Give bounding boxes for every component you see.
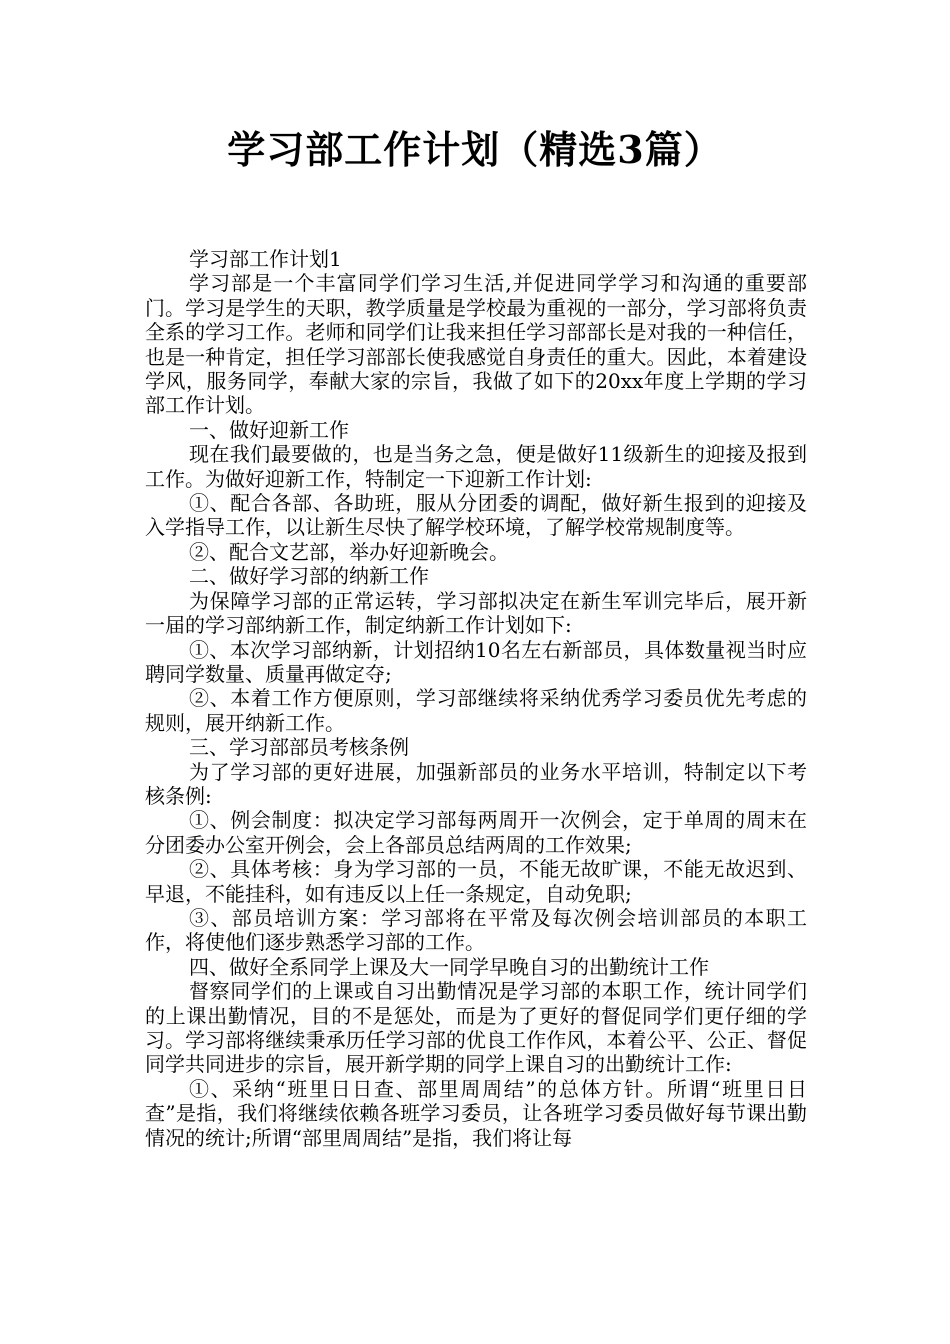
- section-heading: 四、做好全系同学上课及大一同学早晚自习的出勤统计工作: [189, 954, 709, 979]
- paragraph: 学习部是一个丰富同学们学习生活,并促进同学学习和沟通的重要部门。学习是学生的天职，教学质量是学校最为重视的一部分，学习部将负责全系的学习工作。老师和同学们让我来担任学习部部长是对我的一种信任，也是一种肯定，担任学习部部长使我感觉自身责任的重大。因此，本着建设学风，服务同学，奉献大家的宗旨，我做了如下的20xx年度上学期的学习部工作计划。: [145, 271, 807, 418]
- list-item: ②、本着工作方便原则，学习部继续将采纳优秀学习委员优先考虑的规则，展开纳新工作。: [145, 686, 807, 735]
- list-item: ②、具体考核：身为学习部的一员，不能无故旷课，不能无故迟到、早退，不能挂科，如有违反以上任一条规定，自动免职;: [145, 857, 807, 906]
- section-heading: 二、做好学习部的纳新工作: [189, 564, 429, 589]
- section-heading: 三、学习部部员考核条例: [189, 735, 409, 760]
- list-item: ①、例会制度：拟决定学习部每两周开一次例会，定于单周的周末在分团委办公室开例会，会上各部员总结两周的工作效果;: [145, 808, 807, 857]
- document-body: [145, 247, 807, 1150]
- list-item: ①、配合各部、各助班，服从分团委的调配，做好新生报到的迎接及入学指导工作，以让新生尽快了解学校环境，了解学校常规制度等。: [145, 491, 807, 540]
- list-item: ②、配合文艺部，举办好迎新晚会。: [189, 539, 509, 564]
- list-item: ③、部员培训方案：学习部将在平常及每次例会培训部员的本职工作，将使他们逐步熟悉学习部的工作。: [145, 905, 807, 955]
- list-item: ①、本次学习部纳新，计划招纳10名左右新部员，具体数量视当时应聘同学数量、质量再做定夺;: [145, 637, 807, 686]
- section-heading: 学习部工作计划1: [189, 247, 342, 271]
- paragraph: 为了学习部的更好进展，加强新部员的业务水平培训，特制定以下考核条例:: [145, 759, 807, 808]
- list-item: ①、采纳“班里日日查、部里周周结”的总体方针。所谓“班里日日查”是指，我们将继续依赖各班学习委员，让各班学习委员做好每节课出勤情况的统计;所谓“部里周周结”是指，我们将让每: [145, 1076, 807, 1150]
- paragraph: 督察同学们的上课或自习出勤情况是学习部的本职工作，统计同学们的上课出勤情况，目的不是惩处，而是为了更好的督促同学们更仔细的学习。学习部将继续秉承历任学习部的优良工作作风，本着公平、公正、督促同学共同进步的宗旨，展开新学期的同学上课自习的出勤统计工作:: [145, 979, 807, 1077]
- paragraph: 为保障学习部的正常运转，学习部拟决定在新生军训完毕后，展开新一届的学习部纳新工作，制定纳新工作计划如下:: [145, 588, 807, 638]
- paragraph: 现在我们最要做的，也是当务之急，便是做好11级新生的迎接及报到工作。为做好迎新工作，特制定一下迎新工作计划:: [145, 442, 807, 491]
- document-title: 学习部工作计划（精选3篇）: [227, 127, 723, 172]
- section-heading: 一、做好迎新工作: [189, 417, 349, 442]
